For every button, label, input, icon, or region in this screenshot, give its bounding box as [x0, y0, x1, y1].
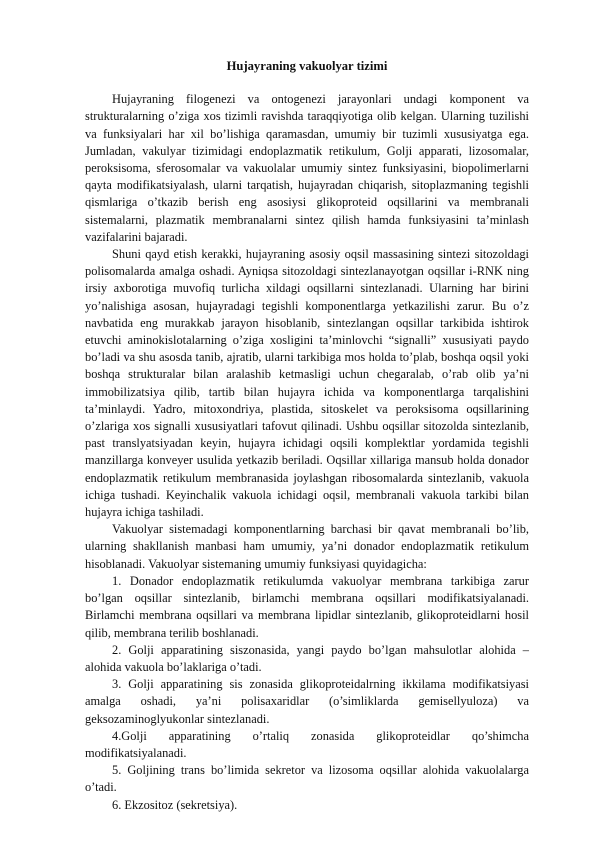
list-item-1: 1. Donador endoplazmatik retikulumda vakuolyar membrana tarkibiga zarur bo’lgan oqsillar sintezlanib, birlamchi membrana oqsillari modifikatsiyalanadi. Birlamchi membrana oqsillari va membrana lipidlar sintezlanib, glikoproteidlarni hosil qilib, membrana terilib boshlanadi.	[85, 573, 529, 640]
list-item-2: 2. Golji apparatining siszonasida, yangi paydo bo’lgan mahsulotlar alohida – alohida vakuola bo’laklariga o’tadi.	[85, 642, 529, 674]
document-page	[85, 58, 529, 814]
list-item-3: 3. Golji apparatining sis zonasida glikoproteidalrning ikkilama modifikatsiyasi amalga oshadi, ya’ni polisaxaridlar (o’simliklarda gemisellyuloza) va geksozaminoglyukonlar sintezlanadi.	[85, 677, 529, 726]
document-title: Hujayraning vakuolyar tizimi	[226, 59, 388, 73]
paragraph-protein-synthesis: Shuni qayd etish kerakki, hujayraning asosiy oqsil massasining sintezi sitozoldagi polisomalarda amalga oshadi. Ayniqsa sitozoldagi sintezlanayotgan oqsillar i-RNK ning irsiy axborotiga muvofiq turlicha xildagi oqsillarni sintezlanadi. Ularning har birini yo’nalishiga asosan, hujayradagi tegishli komponentlarga yetkazilishi zarur. Bu o’z navbatida eng murakkab jarayon hisoblanib, sintezlangan oqsillar tarkibida ishtirok etuvchi aminokislotalarning o’ziga xosligini ta’minlovchi “signalli” xususiyati paydo bo’ladi va shu asosda tanib, ajratib, ularni tarkibiga mos holda to’plab, boshqa oqsil yoki boshqa strukturalar bilan aralashib ketmasligi uchun chegaralab, o’rab olib ya’ni immobilizatsiya qilib, tartib bilan hujayra ichida va komponentlarga tarqalishini ta’minlaydi. Yadro, mitoxondriya, plastida, sitoskelet va peroksisoma oqsillarining o’zlariga xos signalli xususiyatlari tafovut qilinadi. Ushbu oqsillar sitozolda sintezlanib, past translyatsiyadan keyin, hujayra ichidagi oqsili komplektlar yordamida tegishli manzillarga konveyer usulida yetkazib beriladi. Oqsillar xillariga mansub holda donador endoplazmatik retikulum membranasida joylashgan ribosomalarda sintezlanib, vakuola ichiga tushadi. Keyinchalik vakuola ichidagi oqsil, membranali vakuola tarkibi bilan hujayra ichiga tashiladi.	[85, 247, 529, 520]
list-item-5: 5. Goljining trans bo’limida sekretor va lizosoma oqsillar alohida vakuolalarga o’tadi.	[85, 763, 529, 795]
list-item-4: 4.Golji apparatining o’rtaliq zonasida glikoproteidlar qo’shimcha modifikatsiyalanadi.	[85, 728, 529, 760]
list-item-6: 6. Ekzositoz (sekretsiya).	[112, 797, 238, 812]
paragraph-intro: Hujayraning filogenezi va ontogenezi jarayonlari undagi komponent va strukturalarning o’ziga xos tizimli ravishda taraqqiyotiga olib kelgan. Ularning tuzilishi va funksiyalari har xil bo’lishiga qaramasdan, umumiy bir tuzimli xususiyatga ega. Jumladan, vakulyar tizimidagi endoplazmatik retikulum, Golji apparati, lizosomalar, peroksisoma, sferosomalar va vakuolalar umumiy sintez funksiyasini, biopolimerlarni qayta modifikatsiyalash, ularni tarqatish, hujayradan chiqarish, sitoplazmaning tegishli qismlariga o’tkazib berish eng asosiysi glikoproteid oqsillarini va membranali sistemalarni, plazmatik membranalarni sintez qilish hamda funksiyasini ta’minlash vazifalarini bajaradi.	[85, 92, 529, 244]
paragraph-vacuolar-system: Vakuolyar sistemadagi komponentlarning barchasi bir qavat membranali bo’lib, ularning shakllanish manbasi ham umumiy, ya’ni donador endoplazmatik retikulum hisoblanadi. Vakuolyar sistemaning umumiy funksiyasi quyidagicha:	[85, 522, 529, 571]
